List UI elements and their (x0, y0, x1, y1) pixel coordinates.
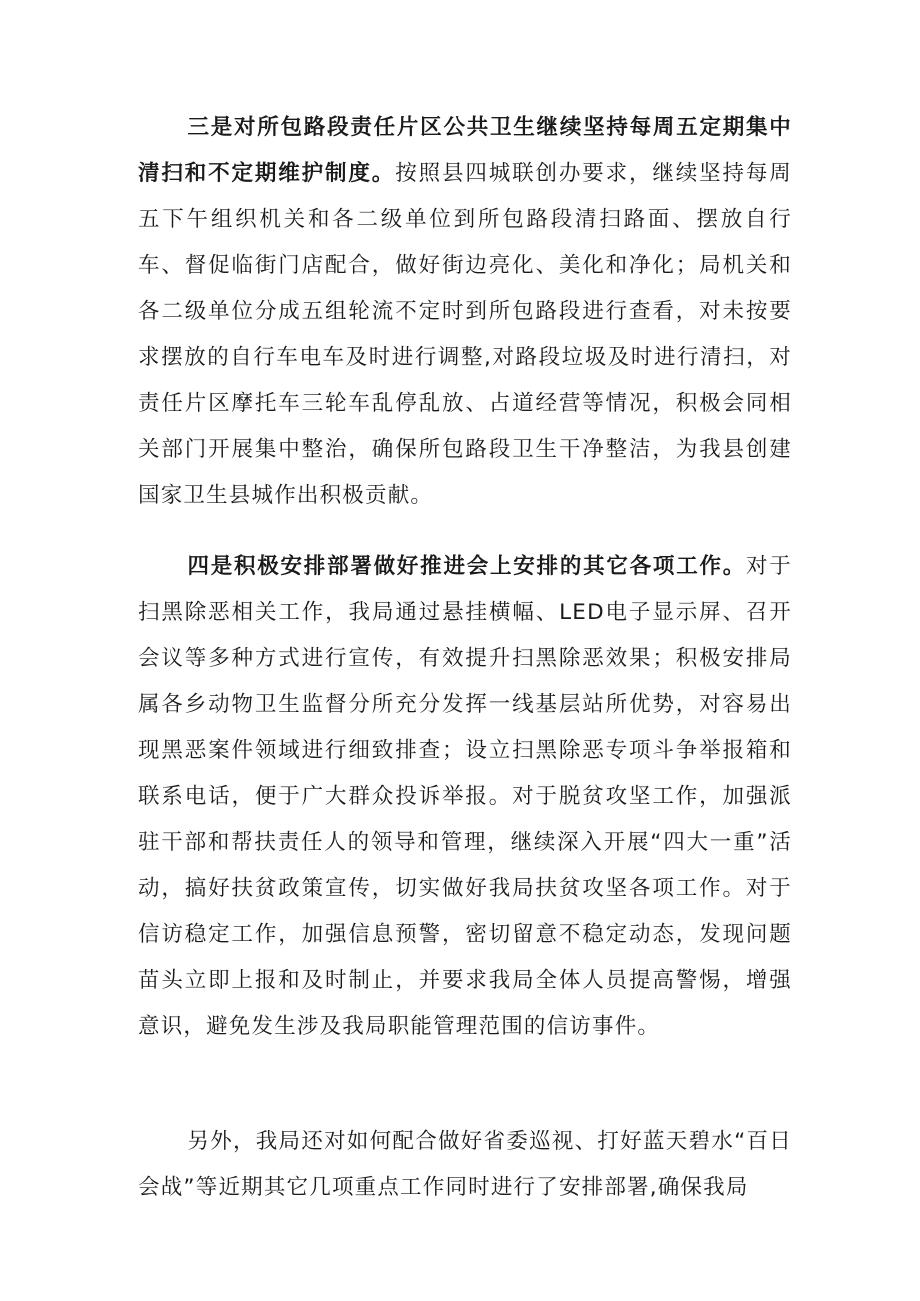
paragraph-sanitation (138, 105, 792, 519)
paragraph-other-tasks (138, 544, 792, 1050)
paragraph-body: 对于扫黑除恶相关工作，我局通过悬挂横幅、LED电子显示屏、召开会议等多种方式进行宣传，有效提升扫黑除恶效果；积极安排局属各乡动物卫生监督分所充分发挥一线基层站所优势，对容易出现黑恶案件领域进行细致排查；设立扫黑除恶专项斗争举报箱和联系电话，便于广大群众投诉举报。对于脱贫攻坚工作，加强派驻干部和帮扶责任人的领导和管理，继续深入开展“四大一重”活动，搞好扶贫政策宣传，切实做好我局扶贫攻坚各项工作。对于信访稳定工作，加强信息预警，密切留意不稳定动态，发现问题苗头立即上报和及时制止，并要求我局全体人员提高警惕，增强意识，避免发生涉及我局职能管理范围的信访事件。 (138, 554, 792, 1039)
paragraph-additional (138, 1119, 792, 1211)
paragraph-body: 另外，我局还对如何配合做好省委巡视、打好蓝天碧水“百日会战”等近期其它几项重点工作同时进行了安排部署,确保我局 (138, 1129, 792, 1200)
paragraph-heading: 三是对所包路段责任片区公共卫生继续坚持每周五定期集中清扫和不定期维护制度。 (138, 115, 792, 186)
paragraph-body: 按照县四城联创办要求，继续坚持每周五下午组织机关和各二级单位到所包路段清扫路面、摆放自行车、督促临街门店配合，做好街边亮化、美化和净化；局机关和各二级单位分成五组轮流不定时到所包路段进行查看，对未按要求摆放的自行车电车及时进行调整,对路段垃圾及时进行清扫，对责任片区摩托车三轮车乱停乱放、占道经营等情况，积极会同相关部门开展集中整治，确保所包路段卫生干净整洁，为我县创建国家卫生县城作出积极贡献。 (138, 161, 793, 508)
paragraph-heading: 四是积极安排部署做好推进会上安排的其它各项工作。 (187, 554, 747, 579)
